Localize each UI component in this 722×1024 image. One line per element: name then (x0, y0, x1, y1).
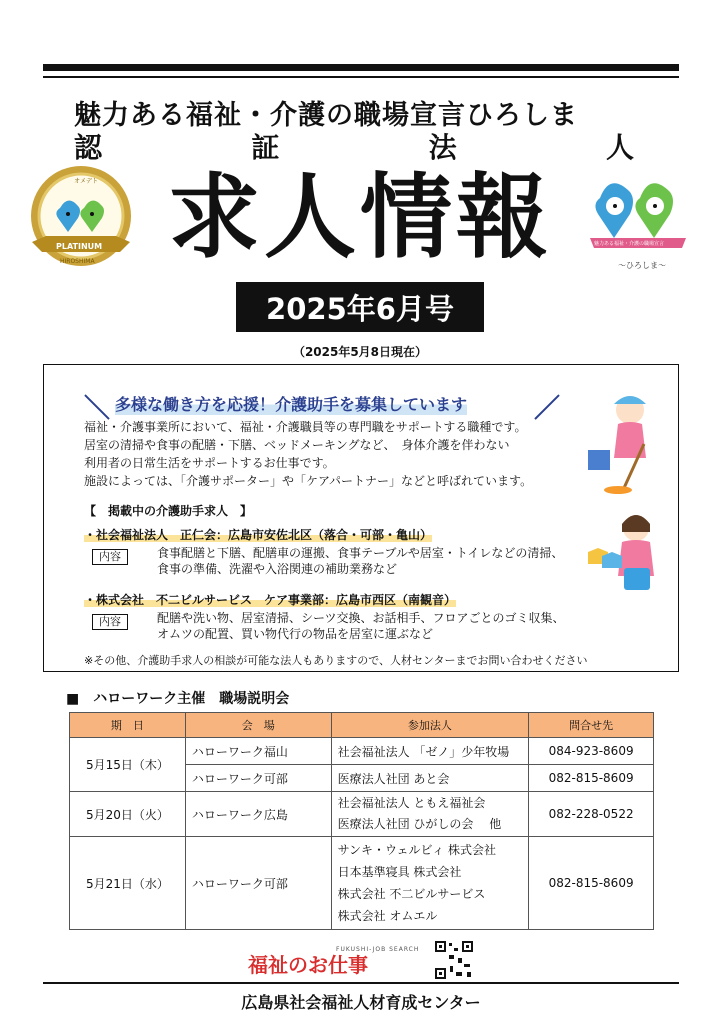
event-company: 社会福祉法人 「ゼノ」少年牧場 (331, 738, 529, 765)
cert-char: 人 (605, 131, 634, 164)
table-row (70, 738, 654, 765)
intro-line: 福祉・介護事業所において、福祉・介護職員等の専門職をサポートする職種です。 (84, 420, 527, 434)
event-companies (331, 792, 529, 837)
cert-char: 認 (74, 131, 103, 164)
brand-logo: 福祉のお仕事 (248, 953, 368, 977)
cert-char: 証 (251, 131, 280, 164)
event-venue: ハローワーク福山 (185, 738, 331, 765)
job-desc-line: 配膳や洗い物、居室清掃、シーツ交換、お話相手、フロアごとのゴミ収集、 (157, 611, 565, 625)
footer-rule (43, 982, 679, 984)
job-tag (92, 610, 128, 630)
event-venue: ハローワーク可部 (185, 765, 331, 792)
job-tag (92, 545, 128, 565)
section-title: ■ ハローワーク主催 職場説明会 (66, 691, 290, 707)
content-tag: 内容 (92, 614, 128, 630)
event-date: 5月21日（水） (70, 837, 186, 930)
col-header-venue: 会 場 (185, 713, 331, 738)
heading-slash-left: ＼ (84, 394, 111, 424)
cert-char: 法 (428, 131, 457, 164)
table-row (70, 792, 654, 837)
event-venue: ハローワーク可部 (185, 837, 331, 930)
job-desc-line: 食事配膳と下膳、配膳車の運搬、食事テーブルや居室・トイレなどの清掃、 (157, 546, 564, 560)
col-header-companies: 参加法人 (331, 713, 529, 738)
info-heading: 多様な働き方を応援！介護助手を募集しています (115, 392, 467, 415)
job-desc-line: オムツの配置、買い物代行の物品を居室に運ぶなど (157, 627, 434, 641)
mascot-logo-icon (588, 168, 688, 278)
event-phone: 082-815-8609 (529, 765, 654, 792)
event-company: 日本基準寝具 株式会社 (337, 865, 462, 879)
heading-slash-right: ／ (534, 394, 561, 424)
job-list-header: 【 掲載中の介護助手求人 】 (84, 504, 253, 518)
certified-label (74, 126, 634, 166)
qr-code-icon[interactable] (434, 940, 474, 980)
job-employer-text: ・株式会社 不二ビルサービス ケア事業部：広島市西区（南観音） (84, 593, 457, 607)
event-date: 5月15日（木） (70, 738, 186, 792)
event-phone: 084-923-8609 (529, 738, 654, 765)
event-company: 株式会社 オムエル (337, 909, 438, 923)
laundry-worker-illustration (584, 508, 668, 598)
badge-bottom-text: HIROSHIMA (60, 258, 95, 265)
event-company: 社会福祉法人 ともえ福祉会 (337, 796, 486, 810)
logo-ribbon-text: 魅力ある福祉・介護の職場宣言 (594, 241, 665, 247)
program-title: 魅力ある福祉・介護の職場宣言ひろしま (74, 100, 578, 131)
intro-line: 利用者の日常生活をサポートするお仕事です。 (84, 456, 335, 470)
as-of-date: （2025年5月8日現在） (292, 345, 428, 359)
job-employer (84, 591, 456, 609)
event-phone: 082-228-0522 (529, 792, 654, 837)
event-company: 医療法人社団 ひがしの会 他 (337, 817, 502, 831)
badge-ribbon-text: PLATINUM (56, 242, 103, 251)
table-row (70, 837, 654, 930)
content-tag: 内容 (92, 549, 128, 565)
cleaning-worker-illustration (584, 388, 668, 498)
event-venue: ハローワーク広島 (185, 792, 331, 837)
brand-subtitle: FUKUSHI-JOB SEARCH (336, 946, 420, 953)
col-header-contact: 問合せ先 (529, 713, 654, 738)
logo-caption: ～ひろしま～ (618, 261, 666, 270)
platinum-badge-icon (22, 162, 140, 280)
event-table (69, 712, 654, 930)
col-header-date: 期 日 (70, 713, 186, 738)
table-header-row (70, 713, 654, 738)
organization-name: 広島県社会福祉人材育成センター (241, 993, 481, 1012)
event-companies (331, 837, 529, 930)
issue-badge: 2025年6月号 (236, 282, 484, 332)
main-title: 求人情報 (167, 164, 552, 271)
badge-top-text: オメデト (74, 178, 98, 185)
job-desc-line: 食事の準備、洗濯や入浴関連の補助業務など (157, 562, 398, 576)
event-phone: 082-815-8609 (529, 837, 654, 930)
top-rule (43, 64, 679, 71)
intro-line: 居室の清掃や食事の配膳・下膳、ベッドメーキングなど、 身体介護を伴わない (84, 438, 510, 452)
event-company: 医療法人社団 あと会 (331, 765, 529, 792)
job-employer (84, 526, 432, 544)
event-date: 5月20日（火） (70, 792, 186, 837)
event-company: サンキ・ウェルビィ 株式会社 (337, 843, 497, 857)
top-rule-thin (43, 76, 679, 78)
event-company: 株式会社 不二ビルサービス (337, 887, 486, 901)
job-employer-text: ・社会福祉法人 正仁会：広島市安佐北区（落合・可部・亀山） (84, 528, 433, 542)
intro-line: 施設によっては、「介護サポーター」や「ケアパートナー」などと呼ばれています。 (84, 474, 533, 488)
inquiry-note: ※その他、介護助手求人の相談が可能な法人もありますので、人材センターまでお問い合わせください (84, 654, 588, 667)
